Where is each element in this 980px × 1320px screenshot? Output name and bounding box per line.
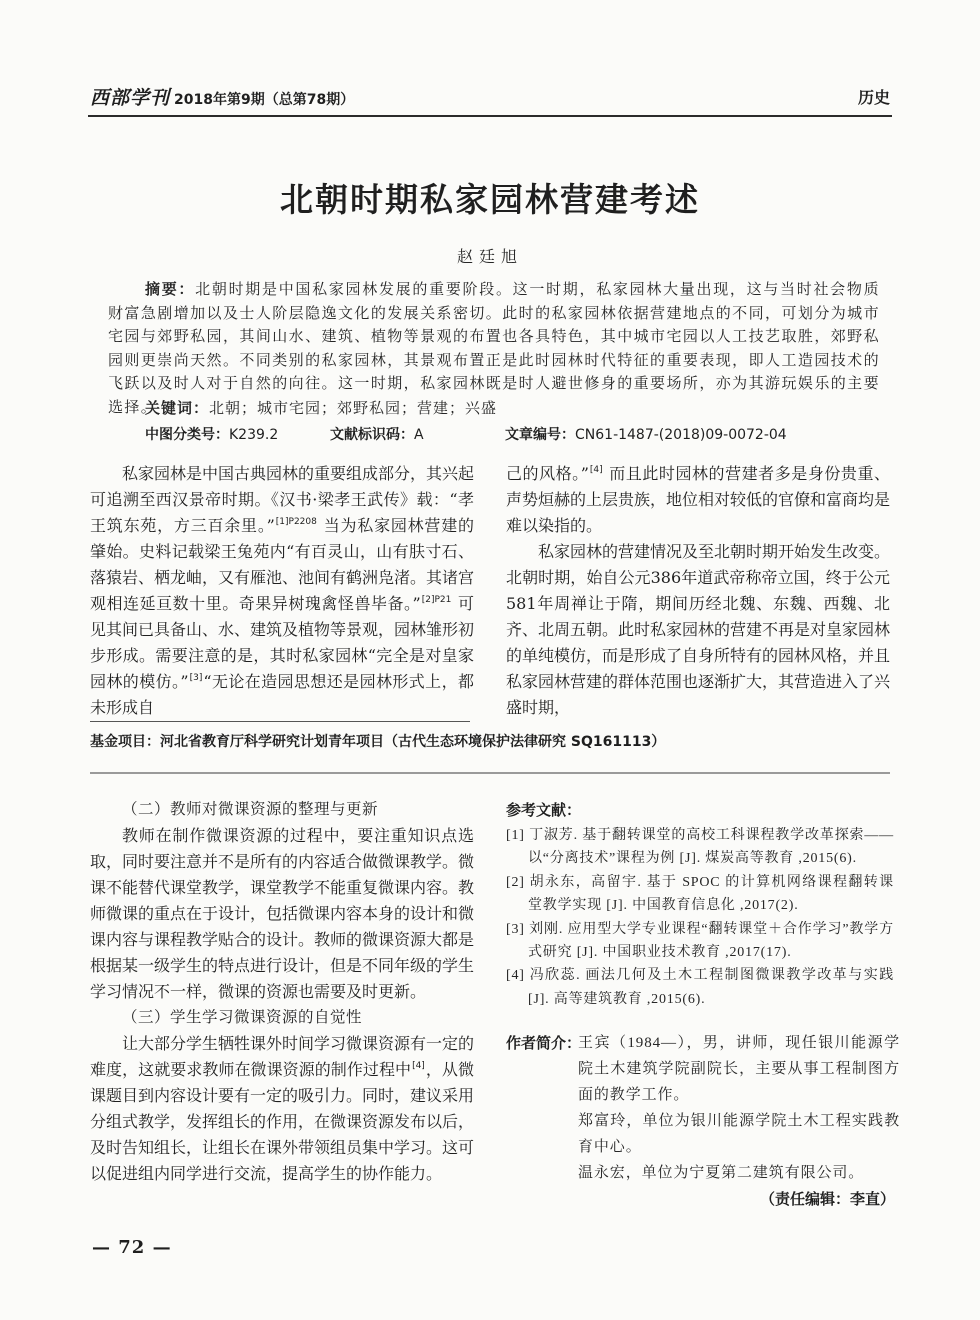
article-number-value: CN61-1487-(2018)09-0072-04 [575,427,787,443]
classification-line [0,423,980,447]
document-code [330,423,424,447]
author-bio-paragraph: 温永宏，单位为宁夏第二建筑有限公司。 [578,1165,865,1181]
issue-info: 2018年第9期（总第78期） [174,92,355,108]
citation: [4] [412,1061,425,1071]
document-code-value: A [414,427,424,443]
body-text: 当为私家园林营建的肇始。史料记载梁王兔苑内“有百灵山，山有肤寸石、落猿岩、栖龙岫，又有雁池、池间有鹤洲凫渚。其诸宫观相连延亘数十里。奇果异树瑰禽怪兽毕备。” [90,516,475,613]
reference-item [506,964,894,1011]
abstract-text: 北朝时期是中国私家园林发展的重要阶段。这一时期，私家园林大量出现，这与当时社会物质财富急剧增加以及士人阶层隐逸文化的发展关系密切。此时的私家园林依据营建地点的不同，可划分为城市宅园与郊野私园，其间山水、建筑、植物等景观的布置也各具特色，其中城市宅园以人工技艺取胜，郊野私园则更崇尚天然。不同类别的私家园林，其景观布置正是此时园林时代特征的重要表现，即人工造园技术的飞跃以及时人对于自然的向往。这一时期，私家园林既是时人避世修身的重要场所，亦为其游玩娱乐的主要选择。 [108,282,881,416]
citation: [2]P21 [421,595,452,605]
citation: [1]P2208 [275,517,317,527]
subsection-heading: （二）教师对微课资源的整理与更新 [122,801,379,818]
reference-item [506,824,894,871]
body-text: 让大部分学生牺牲课外时间学习微课资源有一定的难度，这就要求教师在微课资源的制作过程中 [90,1034,475,1079]
reference-list [506,824,894,1011]
clc-number [145,423,278,447]
body-column-left [90,461,474,721]
abstract-label: 摘要： [145,280,196,298]
citation: [3] [189,673,203,683]
section-label: 历史 [857,88,890,107]
author-bio-paragraph: 郑富玲，单位为银川能源学院土木工程实践教育中心。 [578,1113,900,1155]
body-column-right [506,461,890,721]
previous-article-column [90,797,474,1187]
article-number [505,423,787,447]
article-author: 赵廷旭 [456,249,523,266]
references-heading: 参考文献： [506,801,582,819]
body-text: 可见其间已具备山、水、建筑及植物等景观，园林雏形初步形成。需要注意的是，其时私家园林“完全是对皇家园林的模仿。” [90,594,475,691]
reference-number: [3] [506,921,525,937]
reference-item [506,918,894,965]
article-number-label: 文章编号： [505,427,575,443]
body-text: 而且此时园林的营建者多是身份贵重、声势烜赫的上层贵族，地位相对较低的官僚和富商均是难以染指的。 [506,464,891,535]
keywords-label: 关键词： [145,399,210,417]
reference-text: 丁淑芳. 基于翻转课堂的高校工科课程教学改革探索——以“分离技术”课程为例 [J]. 煤炭高等教育 ,2015(6). [528,828,894,867]
author-bio-label: 作者简介： [506,1034,582,1052]
journal-logo: 西部学刊 [90,87,171,109]
header-rule [88,115,892,117]
footnote-rule [90,721,470,722]
keywords [145,396,885,421]
keywords-text: 北朝；城市宅园；郊野私园；营建；兴盛 [209,401,498,417]
reference-number: [1] [506,828,525,843]
reference-text: 胡永东，高留宇. 基于 SPOC 的计算机网络课程翻转课堂教学实现 [J]. 中国教育信息化 ,2017(2). [528,874,894,914]
body-paragraph [90,1031,474,1187]
reference-text: 刘刚. 应用型大学专业课程“翻转课堂＋合作学习”教学方式研究 [J]. 中国职业技术教育 ,2017(17). [528,921,894,961]
citation: [4] [589,465,603,475]
fund-text: 河北省教育厅科学研究计划青年项目（古代生态环境保护法律研究 SQ161113） [160,734,666,750]
body-text: 己的风格。” [506,464,589,483]
author-bio [578,1030,900,1186]
body-text: “无论在造园思想还是园林形式上，都未形成自 [90,672,474,717]
body-text: ，从微课题目到内容设计要有一定的吸引力。同时，建议采用分组式教学，发挥组长的作用，在微课资源发布以后，及时告知组长，让组长在课外带领组员集中学习。这可以促进组内同学进行交流，提高学生的协作能力。 [90,1060,475,1183]
clc-label: 中图分类号： [145,427,229,443]
author-bio-paragraph: 王宾（1984—），男，讲师，现任银川能源学院土木建筑学院副院长，主要从事工程制图方面的教学工作。 [578,1035,900,1103]
body-paragraph [90,461,474,721]
running-header [90,84,890,112]
subsection-heading: （三）学生学习微课资源的自觉性 [122,1009,363,1026]
reference-number: [2] [506,874,525,890]
page-number: — 72 — [92,1237,172,1258]
body-text: 私家园林是中国古典园林的重要组成部分，其兴起可追溯至西汉景帝时期。《汉书·梁孝王武传》载：“孝王筑东苑，方三百余里。” [90,464,475,535]
article-separator [90,772,890,774]
reference-text: 冯欣蕊. 画法几何及土木工程制图微课教学改革与实践 [J]. 高等建筑教育 ,2015(6). [528,968,894,1007]
responsible-editor: （责任编辑：李直） [759,1190,895,1208]
article-title: 北朝时期私家园林营建考述 [280,180,700,219]
fund-note [90,730,665,754]
fund-label: 基金项目： [90,734,160,750]
body-paragraph-continued [506,461,890,539]
document-code-label: 文献标识码： [330,427,414,443]
reference-number: [4] [506,968,525,984]
clc-value: K239.2 [229,427,279,443]
reference-item [506,871,894,918]
body-paragraph: 私家园林的营建情况及至北朝时期开始发生改变。北朝时期，始自公元386年道武帝称帝立国，终于公元581年周禅让于隋，期间历经北魏、东魏、西魏、北齐、北周五朝。此时私家园林的营建不再是对皇家园林的单纯模仿，而是形成了自身所特有的园林风格，并且私家园林营建的群体范围也逐渐扩大，其营造进入了兴盛时期， [506,542,891,717]
body-paragraph: 教师在制作微课资源的过程中，要注重知识点选取，同时要注意并不是所有的内容适合做微课教学。微课不能替代课堂教学，课堂教学不能重复微课内容。教师微课的重点在于设计，包括微课内容本身的设计和微课内容与课程教学贴合的设计。教师的微课资源大都是根据某一级学生的特点进行设计，但是不同年级的学生学习情况不一样，微课的资源也需要及时更新。 [90,826,475,1001]
